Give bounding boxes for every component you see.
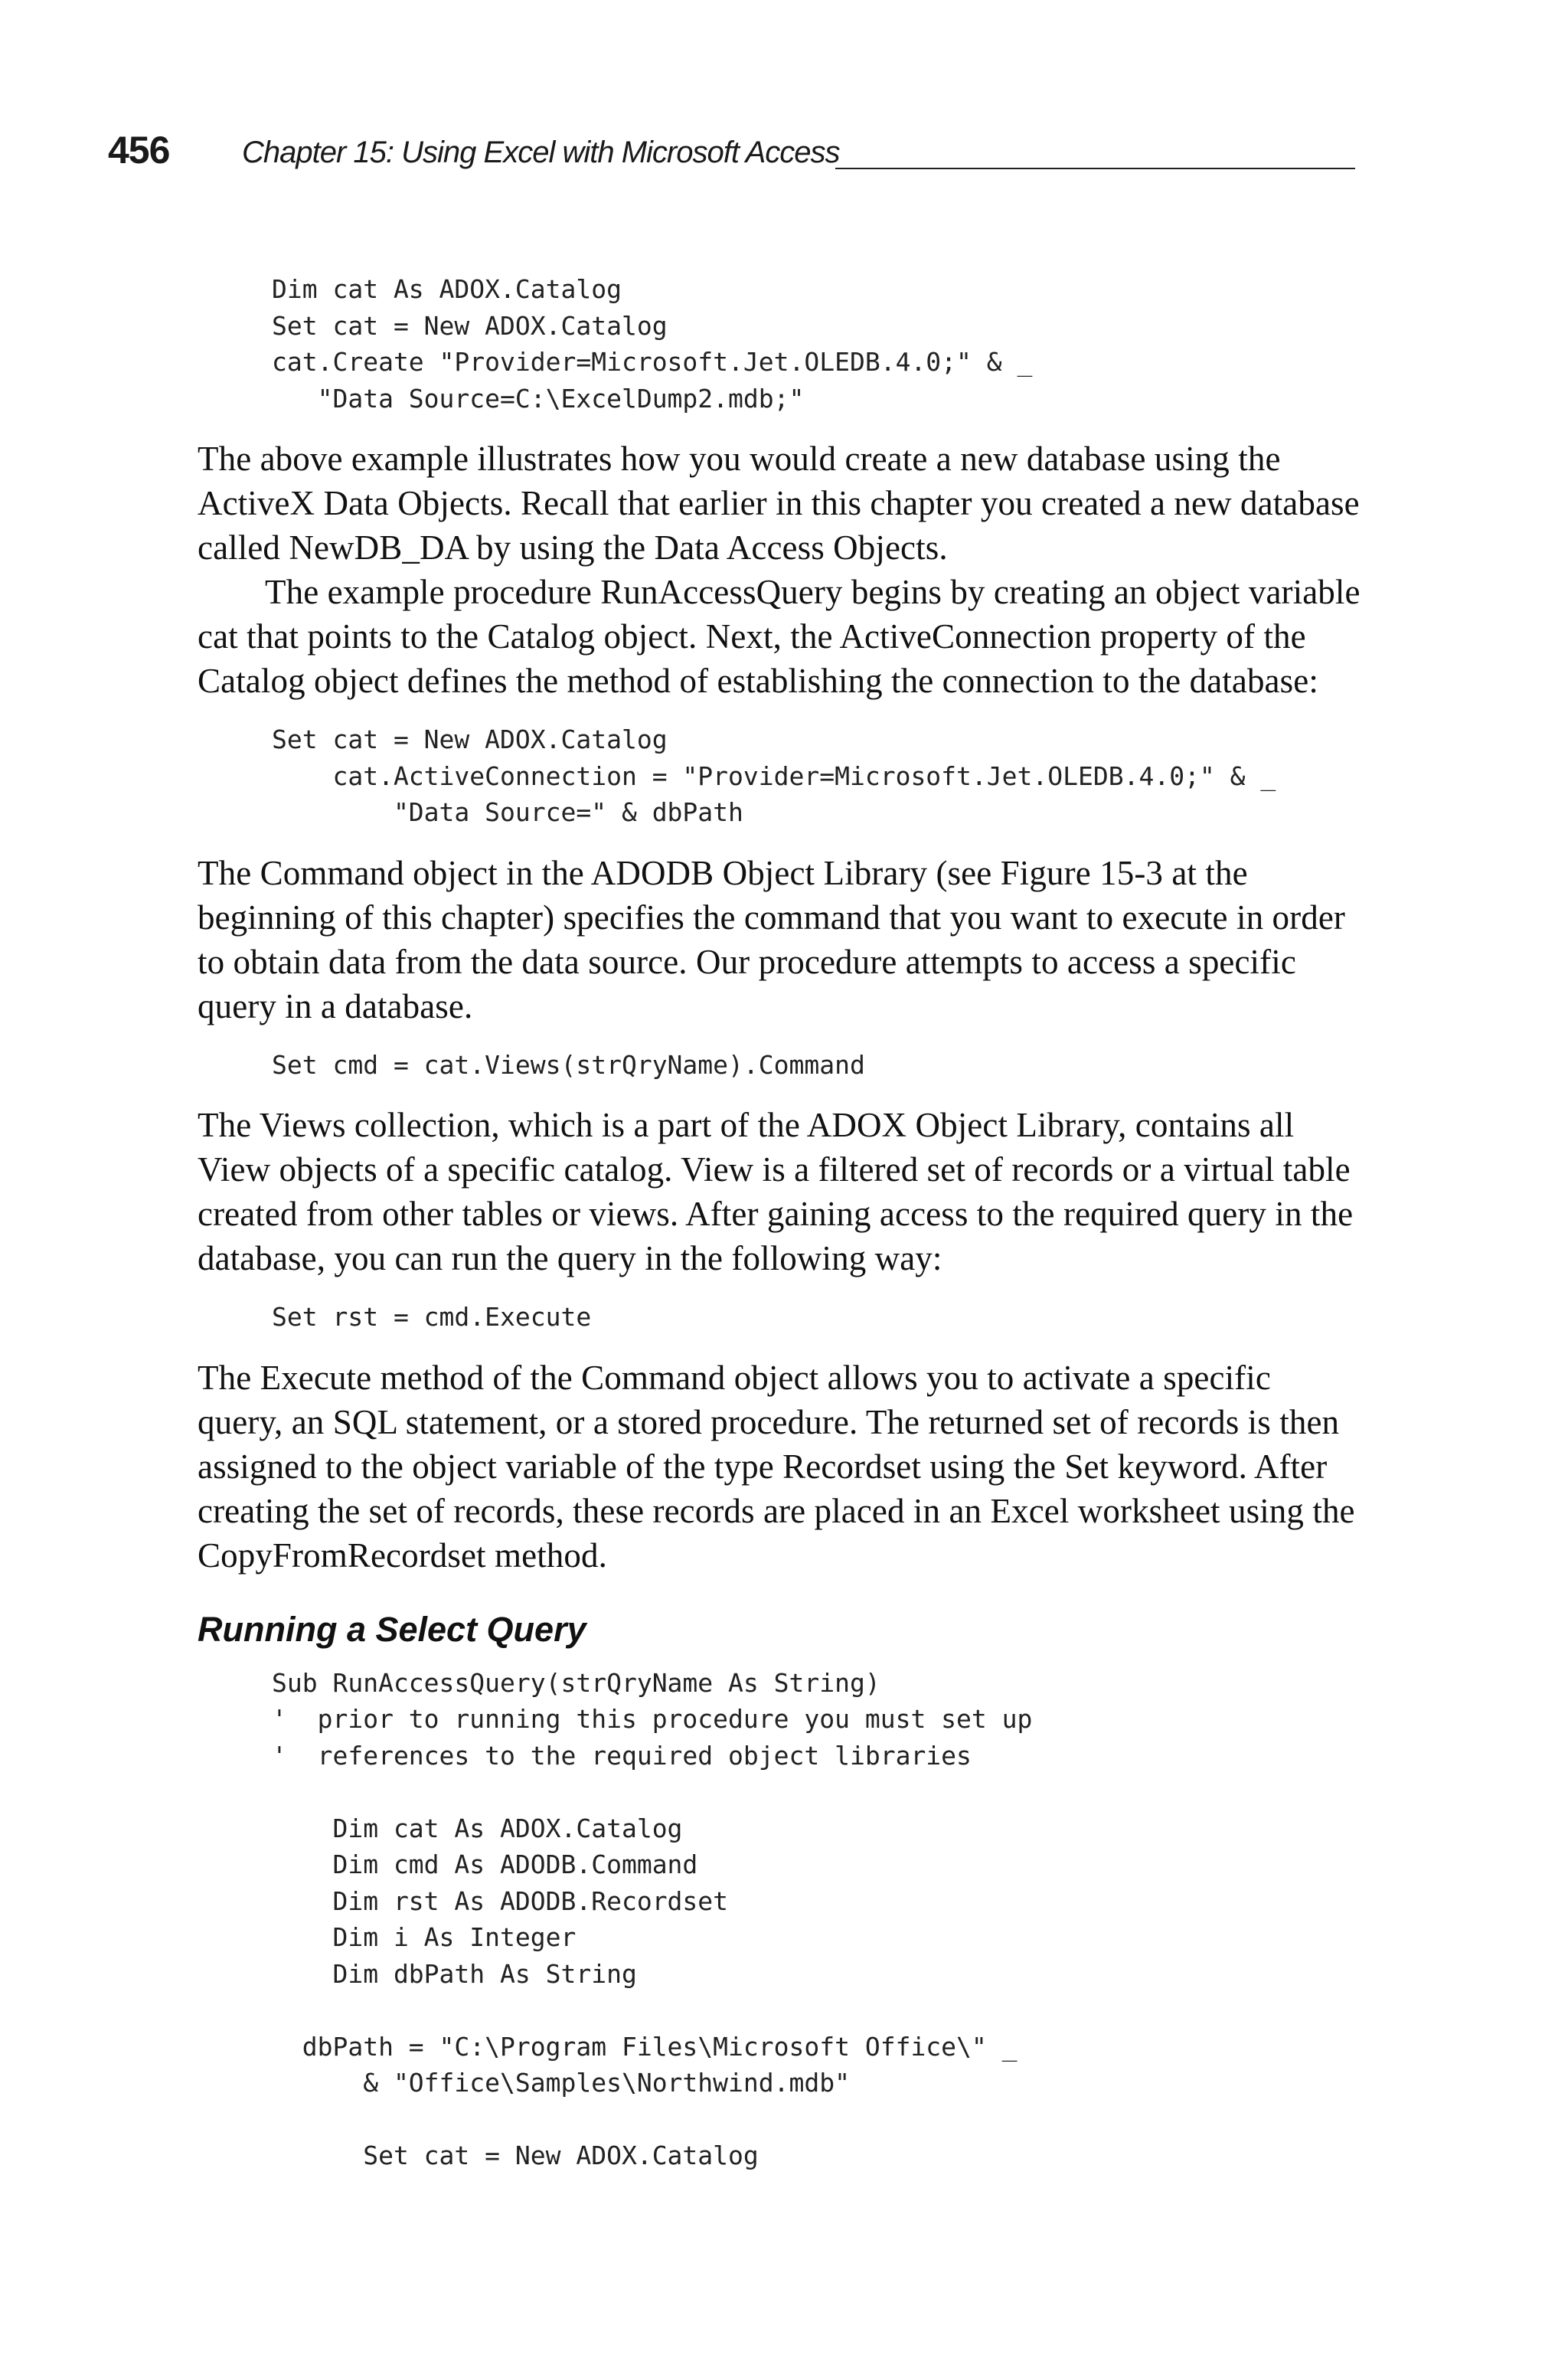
code-block-active-connection: Set cat = New ADOX.Catalog cat.ActiveConnection = "Provider=Microsoft.Jet.OLEDB.4.0;" & _ "Data Source=" & dbPath xyxy=(272,724,1276,827)
code-block-create-catalog: Dim cat As ADOX.Catalog Set cat = New ADOX.Catalog cat.Create "Provider=Microsoft.Jet.OLEDB.4.0;" & _ "Data Source=C:\ExcelDump2.mdb;" xyxy=(272,274,1033,414)
code-block-execute: Set rst = cmd.Execute xyxy=(272,1302,592,1332)
section-heading: Running a Select Query xyxy=(198,1609,586,1649)
page-body xyxy=(198,271,1361,2174)
page-header xyxy=(108,125,1355,175)
body-paragraph: The example procedure RunAccessQuery begins by creating an object variable cat that points to the Catalog object. Next, the ActiveConnection property of the Catalog object defines the method of establishing the connection to the database: xyxy=(198,573,1361,700)
body-paragraph: The Views collection, which is a part of the ADOX Object Library, contains all View objects of a specific catalog. View is a filtered set of records or a virtual table created from other tables or views. After gaining access to the required query in the database, you can run the query in the following way: xyxy=(198,1106,1354,1277)
code-block-run-access-query: Sub RunAccessQuery(strQryName As String) ' prior to running this procedure you must set up ' references to the required object libraries Dim cat As ADOX.Catalog Dim cmd As ADODB.Command Dim rst As ADODB.Recordset Dim i As Integer Dim dbPath As String dbPath = "C:\Program Files\Microsoft Office\" _ & "Office\Samples\Northwind.mdb" Set cat = New ADOX.Catalog xyxy=(272,1667,1033,2170)
code-block-command: Set cmd = cat.Views(strQryName).Command xyxy=(272,1049,865,1080)
body-paragraph: The above example illustrates how you would create a new database using the ActiveX Data Objects. Recall that earlier in this chapter you created a new database called NewDB_DA by using the Data Access Objects. xyxy=(198,440,1360,567)
page-number: 456 xyxy=(108,129,170,172)
header-rule xyxy=(835,168,1355,169)
body-paragraph: The Command object in the ADODB Object Library (see Figure 15-3 at the beginning of this chapter) specifies the command that you want to execute in order to obtain data from the data source. Our procedure attempts to access a specific query in a database. xyxy=(198,853,1345,1025)
body-paragraph: The Execute method of the Command object allows you to activate a specific query, an SQL statement, or a stored procedure. The returned set of records is then assigned to the object variable of the type Recordset using the Set keyword. After creating the set of records, these records are placed in an Excel worksheet using the CopyFromRecordset method. xyxy=(198,1358,1355,1575)
chapter-title: Chapter 15: Using Excel with Microsoft Access xyxy=(242,136,840,169)
